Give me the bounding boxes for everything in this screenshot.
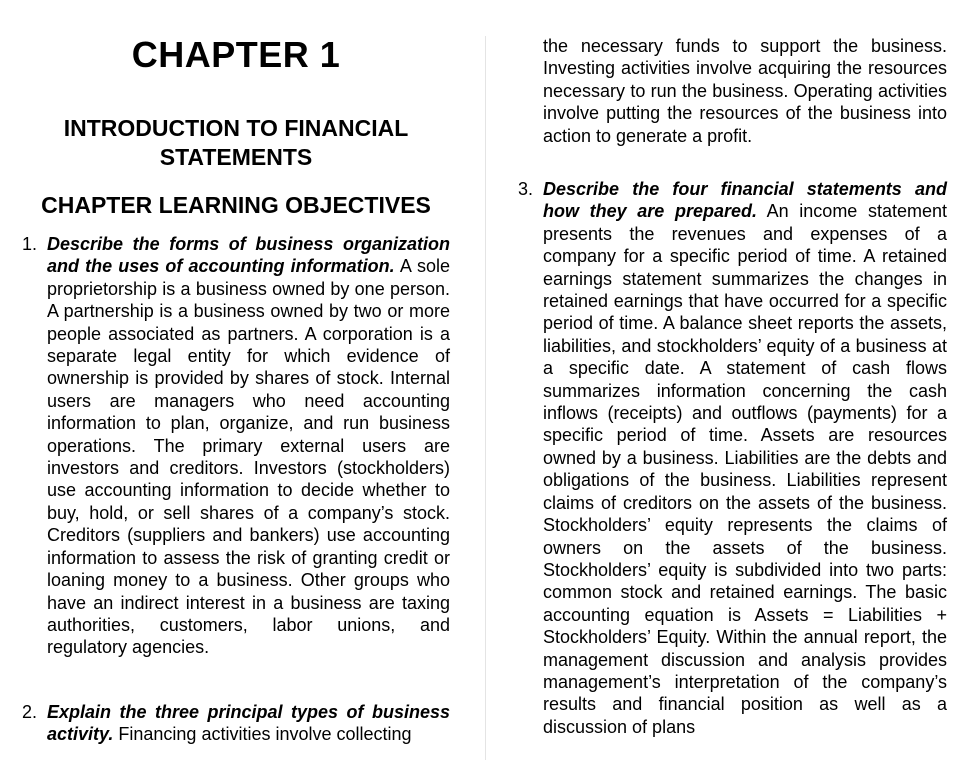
column-divider [485,36,486,760]
objective-lead: Describe the four financial statements and how they are prepared. [543,179,947,222]
objective-text: Financing activities involve collecting [118,724,412,745]
objective-number: 1. [22,234,38,254]
objective-body [47,701,450,746]
objective-text: A sole proprietorship is a business owned by one person. A partnership is a business owned by two or more people associated as partners. A corporation is a separate legal entity for which evidence of ownership is provided by shares of stock. Internal users are managers who need accounting information to plan, organize, and run business operations. The primary external users are investors and creditors. Investors (stockholders) use accounting information to decide whether to buy, hold, or sell shares of a company’s stock. Creditors (suppliers and bankers) use accounting information to assess the risk of granting credit or loaning money to a business. Other groups who have an indirect interest in a business are taxing authorities, customers, labor unions, and regulatory agencies. [47,256,450,658]
objective-text: An income statement presents the revenues and expenses of a company for a specific period of time. A retained earnings statement summarizes the changes in retained earnings that have occurred for a specific period of time. A balance sheet reports the assets, liabilities, and stockholders’ equity of a business at a specific date. A statement of cash flows summarizes information concerning the cash inflows (receipts) and outflows (payments) for a specific period of time. Assets are resources owned by a business. Liabilities are the debts and obligations of the business. Liabilities represent claims of creditors on the assets of the business. Stockholders’ equity represents the claims of owners on the assets of the business. Stockholders’ equity is subdivided into two parts: common stock and retained earnings. The basic accounting equation is Assets = Liabilities + Stockholders’ Equity. Within the annual report, the management discussion and analysis provides management’s interpretation of the company’s results and financial position as well as a discussion of plans [543,201,948,737]
objective-lead: Describe the forms of business organization and the uses of accounting information. [47,234,450,277]
objective-body [47,233,450,659]
objective-item-3 [518,178,947,738]
objective-item-1 [22,233,450,659]
chapter-title: CHAPTER 1 [131,34,341,75]
objective-body [543,178,947,738]
objective-2-continued: the necessary funds to support the business. Investing activities involve acquiring the resources necessary to run the business. Operating activities involve putting the resources of the business into action to generate a profit. [543,36,947,146]
objectives-heading: CHAPTER LEARNING OBJECTIVES [41,192,431,218]
objective-lead: Explain the three principal types of business activity. [47,702,450,745]
chapter-subtitle: INTRODUCTION TO FINANCIAL STATEMENTS [63,115,409,170]
objective-number: 3. [518,179,534,199]
objective-number: 2. [22,702,38,722]
objective-item-2 [22,701,450,746]
